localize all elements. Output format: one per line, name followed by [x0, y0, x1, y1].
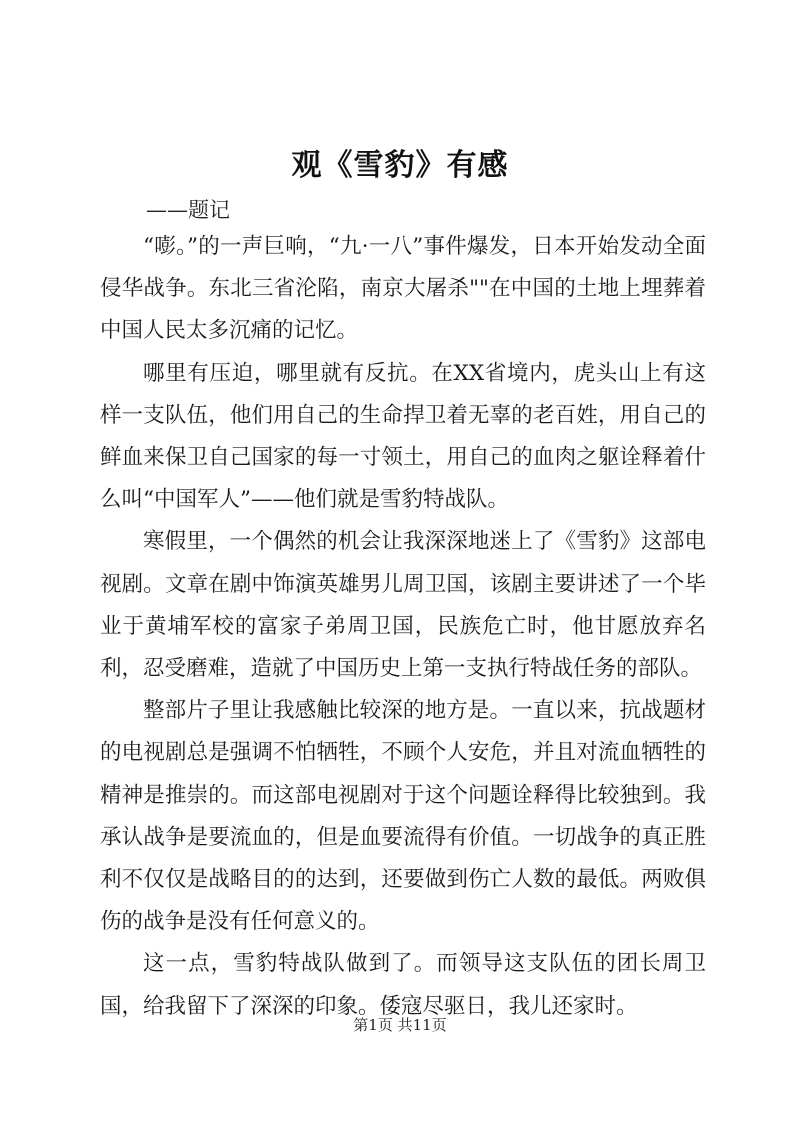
body-text [100, 226, 706, 1028]
subtitle: ——题记 [146, 198, 230, 222]
paragraph: 这一点，雪豹特战队做到了。而领导这支队伍的团长周卫国，给我留下了深深的印象。倭寇尽驱日，我儿还家时。 [100, 951, 706, 1019]
paragraph: 整部片子里让我感触比较深的地方是。一直以来，抗战题材的电视剧总是强调不怕牺牲，不顾个人安危，并且对流血牺牲的精神是推崇的。而这部电视剧对于这个问题诠释得比较独到。我承认战争是要流血的，但是血要流得有价值。一切战争的真正胜利不仅仅是战略目的的达到，还要做到伤亡人数的最低。两败俱伤的战争是没有任何意义的。 [100, 698, 706, 935]
paragraph: “嘭。”的一声巨响，“九·一八”事件爆发，日本开始发动全面侵华战争。东北三省沦陷，南京大屠杀""在中国的土地上埋葬着中国人民太多沉痛的记忆。 [100, 234, 706, 344]
page-number: 第1页 共11页 [353, 1016, 447, 1034]
paragraph: 寒假里，一个偶然的机会让我深深地迷上了《雪豹》这部电视剧。文章在剧中饰演英雄男儿周卫国，该剧主要讲述了一个毕业于黄埔军校的富家子弟周卫国，民族危亡时，他甘愿放弃名利，忍受磨难，造就了中国历史上第一支执行特战任务的部队。 [100, 529, 706, 682]
paragraph: 哪里有压迫，哪里就有反抗。在XX省境内，虎头山上有这样一支队伍，他们用自己的生命捍卫着无辜的老百姓，用自己的鲜血来保卫自己国家的每一寸领土，用自己的血肉之躯诠释着什么叫“中国军人”——他们就是雪豹特战队。 [100, 360, 706, 513]
page-title: 观《雪豹》有感 [291, 148, 509, 183]
